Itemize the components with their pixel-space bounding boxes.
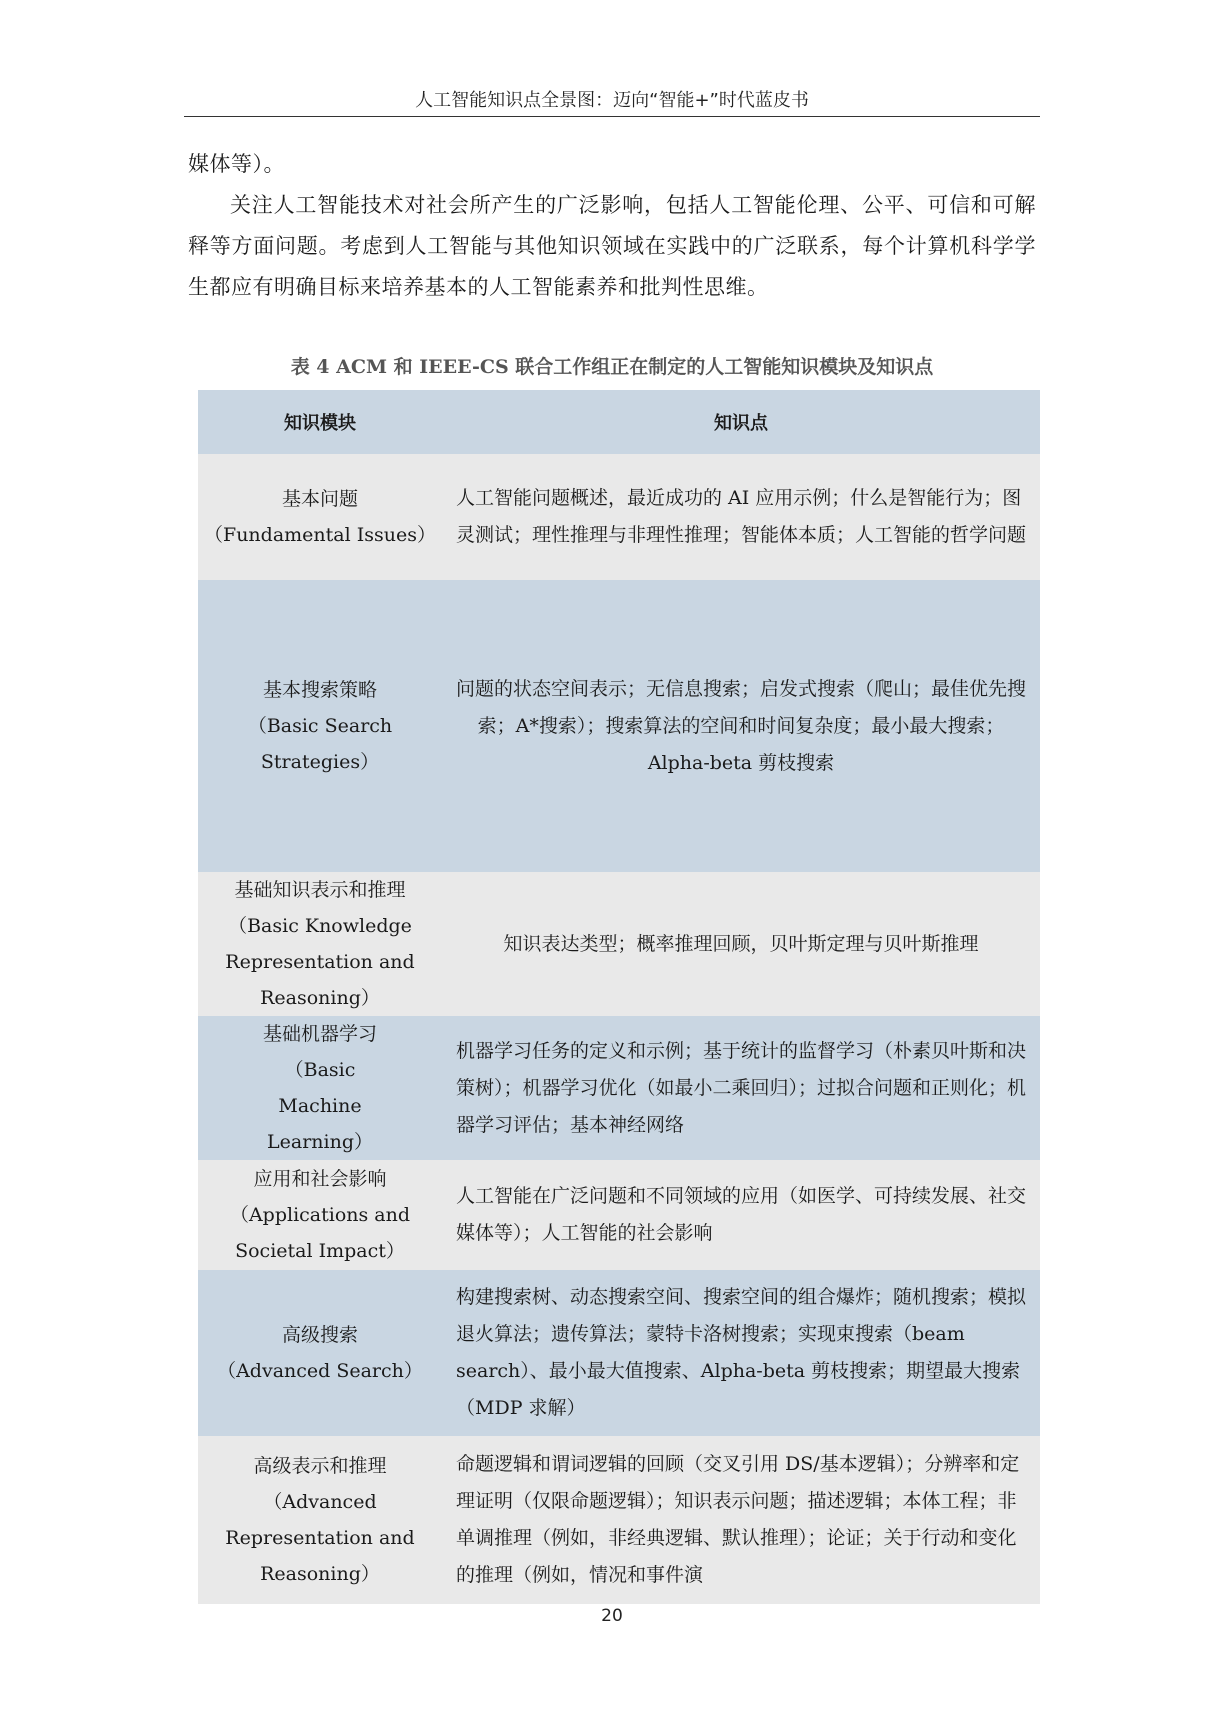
module-name-zh: 基本搜索策略	[262, 679, 377, 701]
table-header-row	[198, 390, 1040, 454]
module-name-en: （Basic Search Strategies）	[247, 715, 393, 773]
paragraph-continuation: 媒体等）。	[188, 152, 285, 176]
module-cell	[198, 454, 442, 580]
page-number: 20	[601, 1606, 623, 1626]
table-row	[198, 1436, 1040, 1604]
module-name-en: （Advanced Representation and Reasoning）	[225, 1491, 415, 1585]
points-cell: 机器学习任务的定义和示例；基于统计的监督学习（朴素贝叶斯和决策树）；机器学习优化（如最小二乘回归）；过拟合问题和正则化；机器学习评估；基本神经网络	[442, 1016, 1040, 1160]
module-name-en: （Applications and Societal Impact）	[229, 1204, 411, 1262]
table-row	[198, 1160, 1040, 1270]
header-points: 知识点	[442, 390, 1040, 454]
module-cell	[198, 1270, 442, 1436]
module-name-en: （Basic Machine Learning）	[267, 1059, 373, 1153]
table-row	[198, 580, 1040, 872]
paragraph-ai-impact: 关注人工智能技术对社会所产生的广泛影响，包括人工智能伦理、公平、可信和可解释等方面问题。考虑到人工智能与其他知识领域在实践中的广泛联系，每个计算机科学学生都应有明确目标来培养基本的人工智能素养和批判性思维。	[188, 193, 1036, 299]
table-caption: 表 4 ACM 和 IEEE-CS 联合工作组正在制定的人工智能知识模块及知识点	[290, 356, 934, 378]
header-module: 知识模块	[198, 390, 442, 454]
module-name-zh: 高级搜索	[281, 1324, 358, 1346]
module-cell	[198, 580, 442, 872]
module-name-zh: 基础机器学习	[262, 1023, 377, 1045]
module-name-zh: 基本问题	[281, 488, 358, 510]
table-row	[198, 454, 1040, 580]
knowledge-table	[198, 390, 1040, 1604]
module-name-en: （Fundamental Issues）	[204, 524, 436, 546]
module-cell	[198, 1016, 442, 1160]
module-name-en: （Basic Knowledge Representation and Reasoning）	[225, 915, 415, 1009]
points-cell: 知识表达类型；概率推理回顾，贝叶斯定理与贝叶斯推理	[442, 872, 1040, 1016]
module-cell	[198, 1160, 442, 1270]
points-cell: 人工智能问题概述，最近成功的 AI 应用示例；什么是智能行为；图灵测试；理性推理与非理性推理；智能体本质；人工智能的哲学问题	[442, 454, 1040, 580]
module-name-zh: 应用和社会影响	[253, 1168, 387, 1190]
module-name-zh: 高级表示和推理	[253, 1455, 387, 1477]
table-row	[198, 872, 1040, 1016]
points-cell: 构建搜索树、动态搜索空间、搜索空间的组合爆炸；随机搜索；模拟退火算法；遗传算法；蒙特卡洛树搜索；实现束搜索（beam search）、最小最大值搜索、Alpha-beta 剪枝搜索；期望最大搜索（MDP 求解）	[442, 1270, 1040, 1436]
points-cell: 命题逻辑和谓词逻辑的回顾（交叉引用 DS/基本逻辑）；分辨率和定理证明（仅限命题逻辑）；知识表示问题；描述逻辑；本体工程；非单调推理（例如，非经典逻辑、默认推理）；论证；关于行动和变化的推理（例如，情况和事件演	[442, 1436, 1040, 1604]
module-name-zh: 基础知识表示和推理	[234, 879, 406, 901]
module-cell	[198, 872, 442, 1016]
table-row	[198, 1016, 1040, 1160]
body-text	[188, 144, 1036, 308]
running-header: 人工智能知识点全景图：迈向“智能+”时代蓝皮书	[415, 90, 809, 111]
points-cell: 问题的状态空间表示；无信息搜索；启发式搜索（爬山；最佳优先搜索；A*搜索）；搜索算法的空间和时间复杂度；最小最大搜索；Alpha-beta 剪枝搜索	[442, 580, 1040, 872]
module-cell	[198, 1436, 442, 1604]
table-row	[198, 1270, 1040, 1436]
header-rule	[184, 116, 1040, 117]
module-name-en: （Advanced Search）	[217, 1360, 423, 1382]
points-cell: 人工智能在广泛问题和不同领域的应用（如医学、可持续发展、社交媒体等）；人工智能的社会影响	[442, 1160, 1040, 1270]
